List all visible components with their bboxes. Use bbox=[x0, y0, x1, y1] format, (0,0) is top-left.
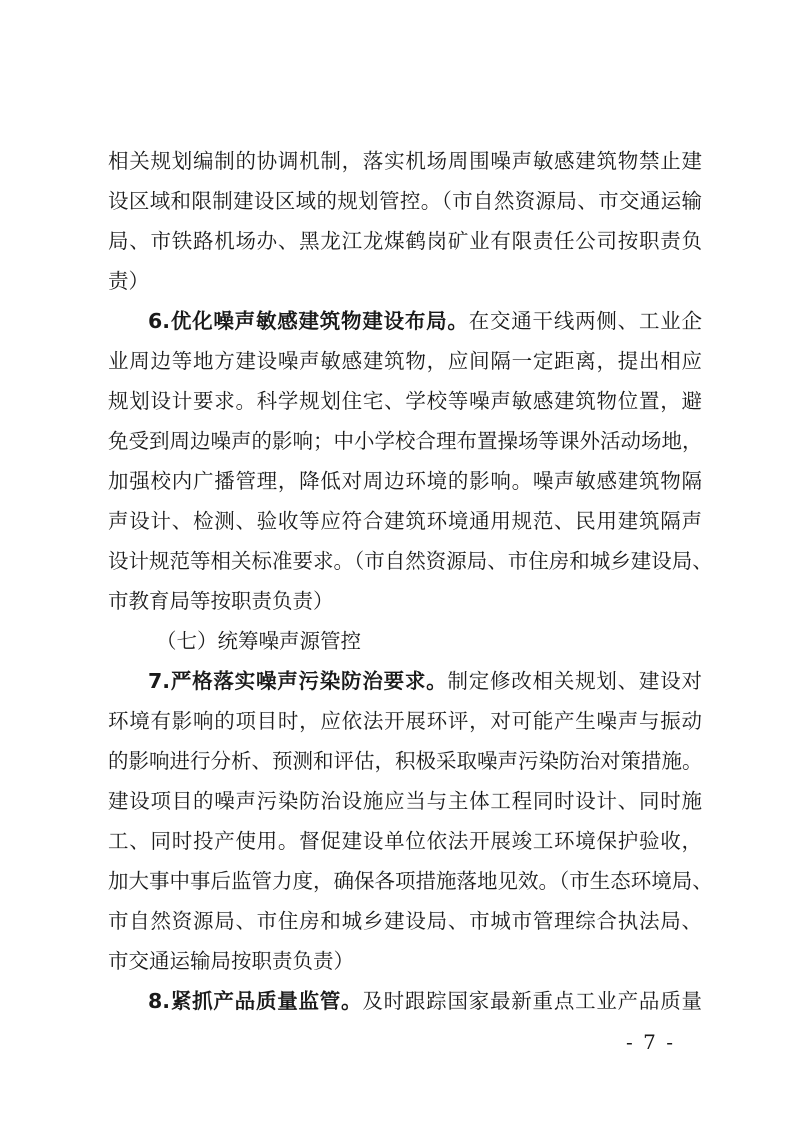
item-6-text: 在交通干线两侧、工业企 bbox=[468, 309, 702, 333]
item-7-text: 制定修改相关规划、建设对 bbox=[447, 669, 702, 693]
item-7-heading: 7.严格落实噪声污染防治要求。 bbox=[148, 669, 448, 693]
item-6-first-line bbox=[108, 301, 702, 341]
paragraph-line: 市交通运输局按职责负责） bbox=[108, 949, 354, 973]
item-8-text: 及时跟踪国家最新重点工业产品质量 bbox=[362, 989, 702, 1013]
paragraph-line: 规划设计要求。科学规划住宅、学校等噪声敏感建筑物位置，避 bbox=[108, 389, 702, 413]
paragraph-line: 市教育局等按职责负责） bbox=[108, 589, 334, 613]
document-body bbox=[108, 141, 713, 1021]
paragraph-line: 的影响进行分析、预测和评估，积极采取噪声污染防治对策措施。 bbox=[108, 749, 703, 773]
paragraph-line: 加大事中事后监管力度，确保各项措施落地见效。（市生态环境局、 bbox=[108, 869, 713, 893]
page-number: - 7 - bbox=[626, 1030, 675, 1054]
paragraph-line: 局、市铁路机场办、黑龙江龙煤鹤岗矿业有限责任公司按职责负 bbox=[108, 229, 702, 253]
paragraph-line: 市自然资源局、市住房和城乡建设局、市城市管理综合执法局、 bbox=[108, 909, 702, 933]
paragraph-line: 责） bbox=[108, 269, 149, 293]
paragraph-line: 相关规划编制的协调机制，落实机场周围噪声敏感建筑物禁止建 bbox=[108, 149, 702, 173]
paragraph-line: 业周边等地方建设噪声敏感建筑物，应间隔一定距离，提出相应 bbox=[108, 349, 702, 373]
paragraph-line: 加强校内广播管理，降低对周边环境的影响。噪声敏感建筑物隔 bbox=[108, 469, 702, 493]
item-6-heading: 6.优化噪声敏感建筑物建设布局。 bbox=[148, 309, 469, 333]
section-heading: （七）统筹噪声源管控 bbox=[156, 629, 361, 653]
paragraph-line: 设计规范等相关标准要求。（市自然资源局、市住房和城乡建设局、 bbox=[108, 549, 713, 573]
paragraph-line: 环境有影响的项目时，应依法开展环评，对可能产生噪声与振动 bbox=[108, 709, 702, 733]
paragraph-line: 设区域和限制建设区域的规划管控。（市自然资源局、市交通运输 bbox=[108, 189, 702, 213]
paragraph-line: 免受到周边噪声的影响；中小学校合理布置操场等课外活动场地， bbox=[108, 429, 703, 453]
paragraph-line: 工、同时投产使用。督促建设单位依法开展竣工环境保护验收， bbox=[108, 829, 702, 853]
item-8-first-line bbox=[108, 981, 702, 1021]
paragraph-line: 建设项目的噪声污染防治设施应当与主体工程同时设计、同时施 bbox=[108, 789, 702, 813]
item-7-first-line bbox=[108, 661, 702, 701]
paragraph-line: 声设计、检测、验收等应符合建筑环境通用规范、民用建筑隔声 bbox=[108, 509, 702, 533]
item-8-heading: 8.紧抓产品质量监管。 bbox=[148, 989, 363, 1013]
